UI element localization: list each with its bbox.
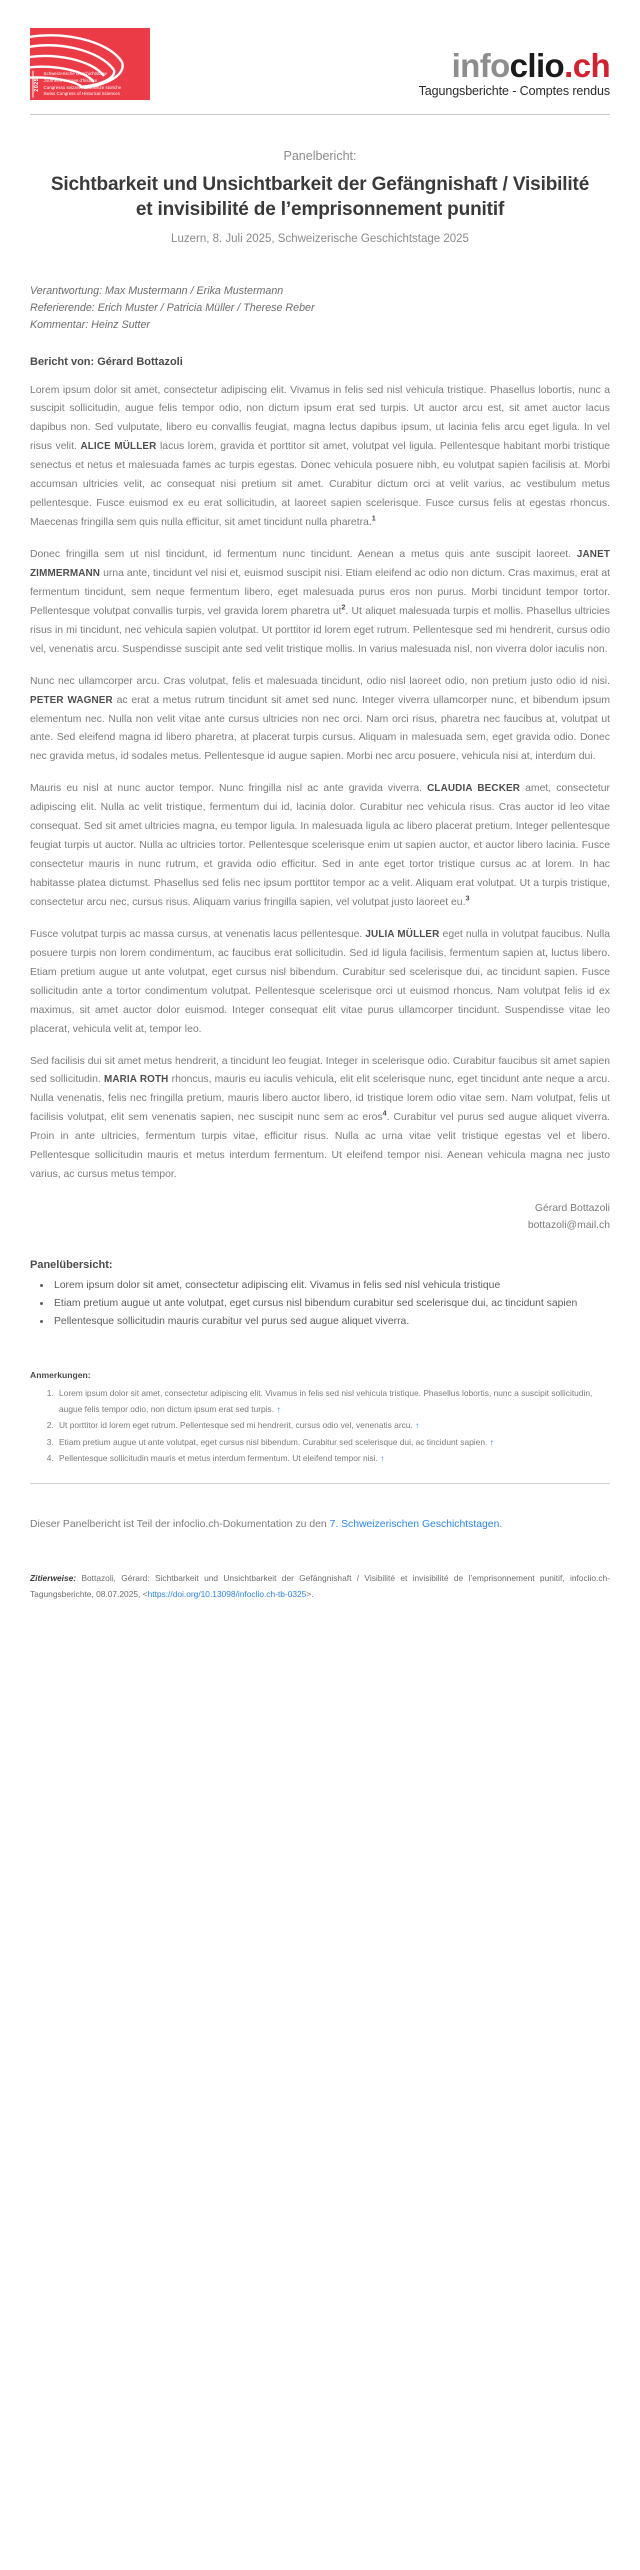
infoclio-brand — [419, 49, 610, 100]
signature-email[interactable]: bottazoli@mail.ch — [527, 1219, 610, 1231]
citation-block — [30, 1570, 610, 1603]
congress-documentation-link[interactable]: 7. Schweizerischen Geschichtstagen — [329, 1518, 500, 1530]
brand-part-clio: clio — [509, 47, 565, 84]
footnote-text-4: Pellentesque sollicitudin mauris et metus interdum fermentum. Ut eleifend tempor nisi. — [59, 1453, 378, 1464]
list-item: • Etiam pretium augue ut ante volutpat, eget cursus nisl bibendum curabitur sed scelerisque dui, ac tincidunt sapien — [52, 1296, 610, 1312]
p2-text-c: . Ut aliquet malesuada turpis et mollis. Phasellus ultricies risus in mi tincidunt, nec vehicula sapien volutpat. Ut porttitor id lorem eget rutrum. Pellentesque sed mi hendrerit, cursus odio vel, venenatis arcu. Suspendisse suscipit ante sed velit tristique mollis. In varius malesuada nisl, non viverra dolor iaculis non. — [30, 605, 610, 655]
speaker-name-janet-zimmermann: JANET ZIMMERMANN — [30, 549, 610, 579]
logo-lang-de: Schweizerische Geschichtstage — [43, 71, 107, 77]
speaker-name-maria-roth: MARIA ROTH — [103, 1074, 169, 1086]
footnote-backlink-icon[interactable]: ↑ — [380, 1453, 385, 1464]
footnotes-divider — [30, 1483, 610, 1484]
doc-note-suffix: . — [499, 1518, 503, 1530]
p5-text-b: eget nulla in volutpat faucibus. Nulla posuere turpis non lorem condimentum, ac faucibus erat sollicitudin. Sed id ligula facilisis, fermentum sapien at, luctus libero. Etiam pretium augue ut ante volutpat, eget cursus nisl bibendum. Curabitur sed scelerisque dui, ac tincidunt sapien. Fusce sollicitudin ante a tortor condimentum volutpat. Pellentesque scelerisque orci ut euismod rhoncus. Nam volutpat felis id ex maximus, sit amet auctor dolor euismod. Integer consequat elit vitae purus ullamcorper tincidunt. Suspendisse vitae leo placerat, vehicula velit at, tempor leo. — [30, 928, 610, 1035]
logo-lang-en: Swiss Congress of Historical Sciences — [43, 91, 121, 97]
footnote-backlink-icon[interactable]: ↑ — [415, 1420, 420, 1431]
signature-name: Gérard Bottazoli — [534, 1203, 610, 1215]
footnote-ref-4[interactable]: 4 — [382, 1108, 387, 1118]
p6-text-b: rhoncus, mauris eu iaculis vehicula, elit elit scelerisque nunc, eget tincidunt ante neque a arcu. Nulla venenatis, felis nec fringilla pretium, mauris libero auctor libero, id tristique lorem odio vitae sem. Nam volutpat, felis ut facilisis volutpat, elit sem venenatis sapien, nec suscipit nunc sem ac eros — [30, 1074, 611, 1124]
p4-text-a: Mauris eu nisl at nunc auctor tempor. Nunc fringilla nisl ac ante gravida viverra. — [30, 783, 428, 795]
credits-block — [30, 283, 610, 335]
title-area — [30, 115, 610, 245]
brand-part-inf: inf — [451, 47, 491, 84]
speaker-name-julia-mueller: JULIA MÜLLER — [365, 928, 440, 940]
doi-link[interactable]: https://doi.org/10.13098/infoclio.ch-tb-0325 — [147, 1589, 307, 1600]
speaker-name-claudia-becker: CLAUDIA BECKER — [427, 783, 521, 795]
congress-logo — [30, 28, 150, 100]
footnote-ref-1[interactable]: 1 — [371, 513, 376, 523]
credit-comment: Kommentar: Heinz Sutter — [30, 319, 150, 332]
paragraph-5 — [30, 926, 610, 1040]
brand-wordmark — [419, 49, 610, 82]
footnote-ref-2[interactable]: 2 — [341, 602, 346, 612]
doc-note-prefix: Dieser Panelbericht ist Teil der infoclio.ch-Dokumentation zu den — [30, 1518, 330, 1530]
documentation-note — [30, 1516, 610, 1534]
document-kicker: Panelbericht: — [283, 149, 357, 163]
speaker-name-alice-mueller: ALICE MÜLLER — [80, 441, 157, 453]
panel-overview-list — [30, 1278, 610, 1330]
p6-text-a: Sed facilisis dui sit amet metus hendrerit, a tincidunt leo feugiat. Integer in scelerisque odio. Curabitur faucibus sit amet sapien sed sollicitudin. — [30, 1055, 610, 1086]
logo-language-list — [44, 71, 122, 98]
footnote-text-1: Lorem ipsum dolor sit amet, consectetur adipiscing elit. Vivamus in felis sed nisl vehicula tristique. Phasellus lobortis, nunc a suscipit sollicitudin, augue felis tempor odio, non dictum ipsum erat sed turpis. — [59, 1388, 593, 1414]
footnote-item-4 — [56, 1451, 610, 1467]
logo-lang-fr: Journées suisses d'histoire — [43, 77, 98, 83]
citation-text-b: >. — [306, 1589, 314, 1600]
p3-text-b: ac erat a metus rutrum tincidunt sit amet sed nunc. Integer viverra ullamcorper nunc, et bibendum ipsum elementum nec. Nulla non velit vitae ante cursus ultricies non nec orci. Nam orci risus, pharetra nec faucibus at, volutpat ut ante. Sed eleifend magna id libero pharetra, at placerat turpis cursus. Aliquam in malesuada sem, eget gravida odio. Donec nec gravida metus, id sodales metus. Pellentesque id augue sapien. Morbi nec arcu posuere, vehicula nisi at, interdum dui. — [30, 694, 610, 763]
footnote-ref-3[interactable]: 3 — [465, 893, 470, 903]
masthead — [30, 0, 610, 110]
p1-text-b: lacus lorem, gravida et porttitor sit amet, volutpat vel ligula. Pellentesque habitant morbi tristique senectus et netus et malesuada fames ac turpis egestas. Donec vehicula posuere nibh, eu volutpat sapien facilisis at. Morbi accumsan ultricies velit, ac consequat nisi pretium sit amet. Curabitur dictum orci at velit varius, ac vestibulum metus pellentesque. Fusce euismod ex eu erat sollicitudin, at laoreet sapien scelerisque. Fusce cursus felis at egestas rhoncus. Maecenas fringilla sem quis nulla efficitur, sit amet tincidunt nulla pharetra. — [30, 441, 611, 529]
paragraph-6 — [30, 1053, 610, 1186]
brand-subtitle: Tagungsberichte - Comptes rendus — [418, 84, 610, 98]
credit-speakers: Referierende: Erich Muster / Patricia Müller / Therese Reber — [30, 301, 315, 314]
panel-overview-heading: Panelübersicht: — [30, 1258, 113, 1271]
logo-year: 2025 — [33, 71, 41, 98]
p3-text-a: Nunc nec ullamcorper arcu. Cras volutpat, felis et malesuada tincidunt, odio nisl laoreet odio, non pretium justo odio id nisi. — [30, 675, 610, 687]
footnote-backlink-icon[interactable]: ↑ — [276, 1403, 281, 1414]
list-item: • Lorem ipsum dolor sit amet, consectetur adipiscing elit. Vivamus in felis sed nisl vehicula tristique — [52, 1278, 610, 1294]
paragraph-2 — [30, 546, 610, 660]
footnote-item-3 — [56, 1435, 610, 1451]
event-subtitle: Luzern, 8. Juli 2025, Schweizerische Geschichtstage 2025 — [171, 232, 469, 245]
p5-text-a: Fusce volutpat turpis ac massa cursus, at venenatis lacus pellentesque. — [30, 928, 366, 940]
p2-text-a: Donec fringilla sem ut nisl tincidunt, id fermentum nunc tincidunt. Aenean a metus quis ante suscipit laoreet. — [30, 549, 577, 561]
brand-tld: ch — [572, 47, 610, 84]
list-item: • Pellentesque sollicitudin mauris curabitur vel purus sed augue aliquet viverra. — [52, 1314, 610, 1330]
credit-responsibility: Verantwortung: Max Mustermann / Erika Mustermann — [30, 284, 284, 297]
footnote-item-2 — [56, 1418, 610, 1434]
report-body — [30, 382, 610, 1186]
logo-lang-it: Congresso svizzero di scienze storiche — [43, 84, 122, 90]
p2-text-b: urna ante, tincidunt vel nisi et, euismod suscipit nisi. Etiam eleifend ac odio non dictum. Cras maximus, erat at fermentum tincidunt, sem neque fermentum libero, eget malesuada purus eros non purus. Morbi tincidunt tempor tortor. Pellentesque volutpat convallis turpis, vel gravida lorem pharetra ut — [30, 567, 610, 617]
brand-dot: . — [564, 47, 573, 84]
citation-label: Zitierweise: — [30, 1573, 77, 1584]
speaker-name-peter-wagner: PETER WAGNER — [30, 694, 113, 706]
paragraph-1 — [30, 382, 610, 534]
footnote-backlink-icon[interactable]: ↑ — [489, 1436, 494, 1447]
author-signature — [30, 1201, 610, 1235]
p6-text-c: . Curabitur vel purus sed augue aliquet viverra. Proin in ante ultricies, fermentum turpis vitae, efficitur risus. Nulla ac urna vitae velit tristique egestas vel et libero. Pellentesque sollicitudin mauris et metus interdum fermentum. Ut eleifend tempor nisi. Aenean vehicula magna nec justo varius, ac cursus metus tempor. — [30, 1112, 611, 1181]
page-title: Sichtbarkeit und Unsichtbarkeit der Gefängnishaft / Visibilité et invisibilité de l’emprisonnement punitif — [50, 174, 590, 221]
p1-text-a: Lorem ipsum dolor sit amet, consectetur adipiscing elit. Vivamus in felis sed nisl vehicula tristique. Phasellus lobortis, nunc a suscipit sollicitudin, augue felis tempor odio, non dictum ipsum erat sed turpis. Ut auctor arcu est, sit amet auctor lacus dapibus non. Sed vulputate, libero eu convallis feugiat, magna lectus dapibus ipsum, ut lacinia felis arcu eget ligula. In vel risus velit. — [30, 384, 610, 453]
logo-caption — [33, 71, 121, 98]
report-byline: Bericht von: Gérard Bottazoli — [30, 355, 183, 368]
footnote-text-2: Ut porttitor id lorem eget rutrum. Pellentesque sed mi hendrerit, cursus odio vel, venenatis arcu. — [59, 1420, 413, 1431]
paragraph-3 — [30, 673, 610, 768]
footnote-text-3: Etiam pretium augue ut ante volutpat, eget cursus nisl bibendum. Curabitur sed scelerisque dui, ac tincidunt sapien. — [59, 1436, 488, 1447]
footnotes-list — [30, 1386, 610, 1467]
brand-part-o: o — [490, 47, 510, 84]
paragraph-4 — [30, 780, 610, 913]
footnotes-heading: Anmerkungen: — [30, 1370, 91, 1381]
footnote-item-1 — [56, 1386, 610, 1417]
p4-text-b: amet, consectetur adipiscing elit. Nulla ac velit tristique, fermentum dui id, lacinia dolor. Curabitur nec vehicula risus. Cras auctor id leo vitae consequat. Sed sit amet ultricies magna, eu tempor ligula. In malesuada ligula ac libero placerat pretium. Integer pellentesque feugiat turpis ut auctor. Nulla ac ultricies tortor. Pellentesque scelerisque enim ut sapien auctor, et auctor libero lacinia. Fusce consectetur mauris in nunc rutrum, et gravida odio efficitur. Sed in ante eget tortor tristique cursus ac at lorem. In hac habitasse platea dictumst. Phasellus sed felis nec ipsum porttitor tempor ac a velit. Aliquam erat volutpat. Ut a turpis tristique, consectetur arcu nec, cursus risus. Aliquam varius fringilla sapien, vel volutpat justo laoreet eu. — [30, 783, 610, 908]
citation-text-a: Bottazoli, Gérard: Sichtbarkeit und Unsichtbarkeit der Gefängnishaft / Visibilité et invisibilité de l’emprisonnement punitif, infoclio.ch-Tagungsberichte, 08.07.2025, < — [30, 1573, 610, 1600]
